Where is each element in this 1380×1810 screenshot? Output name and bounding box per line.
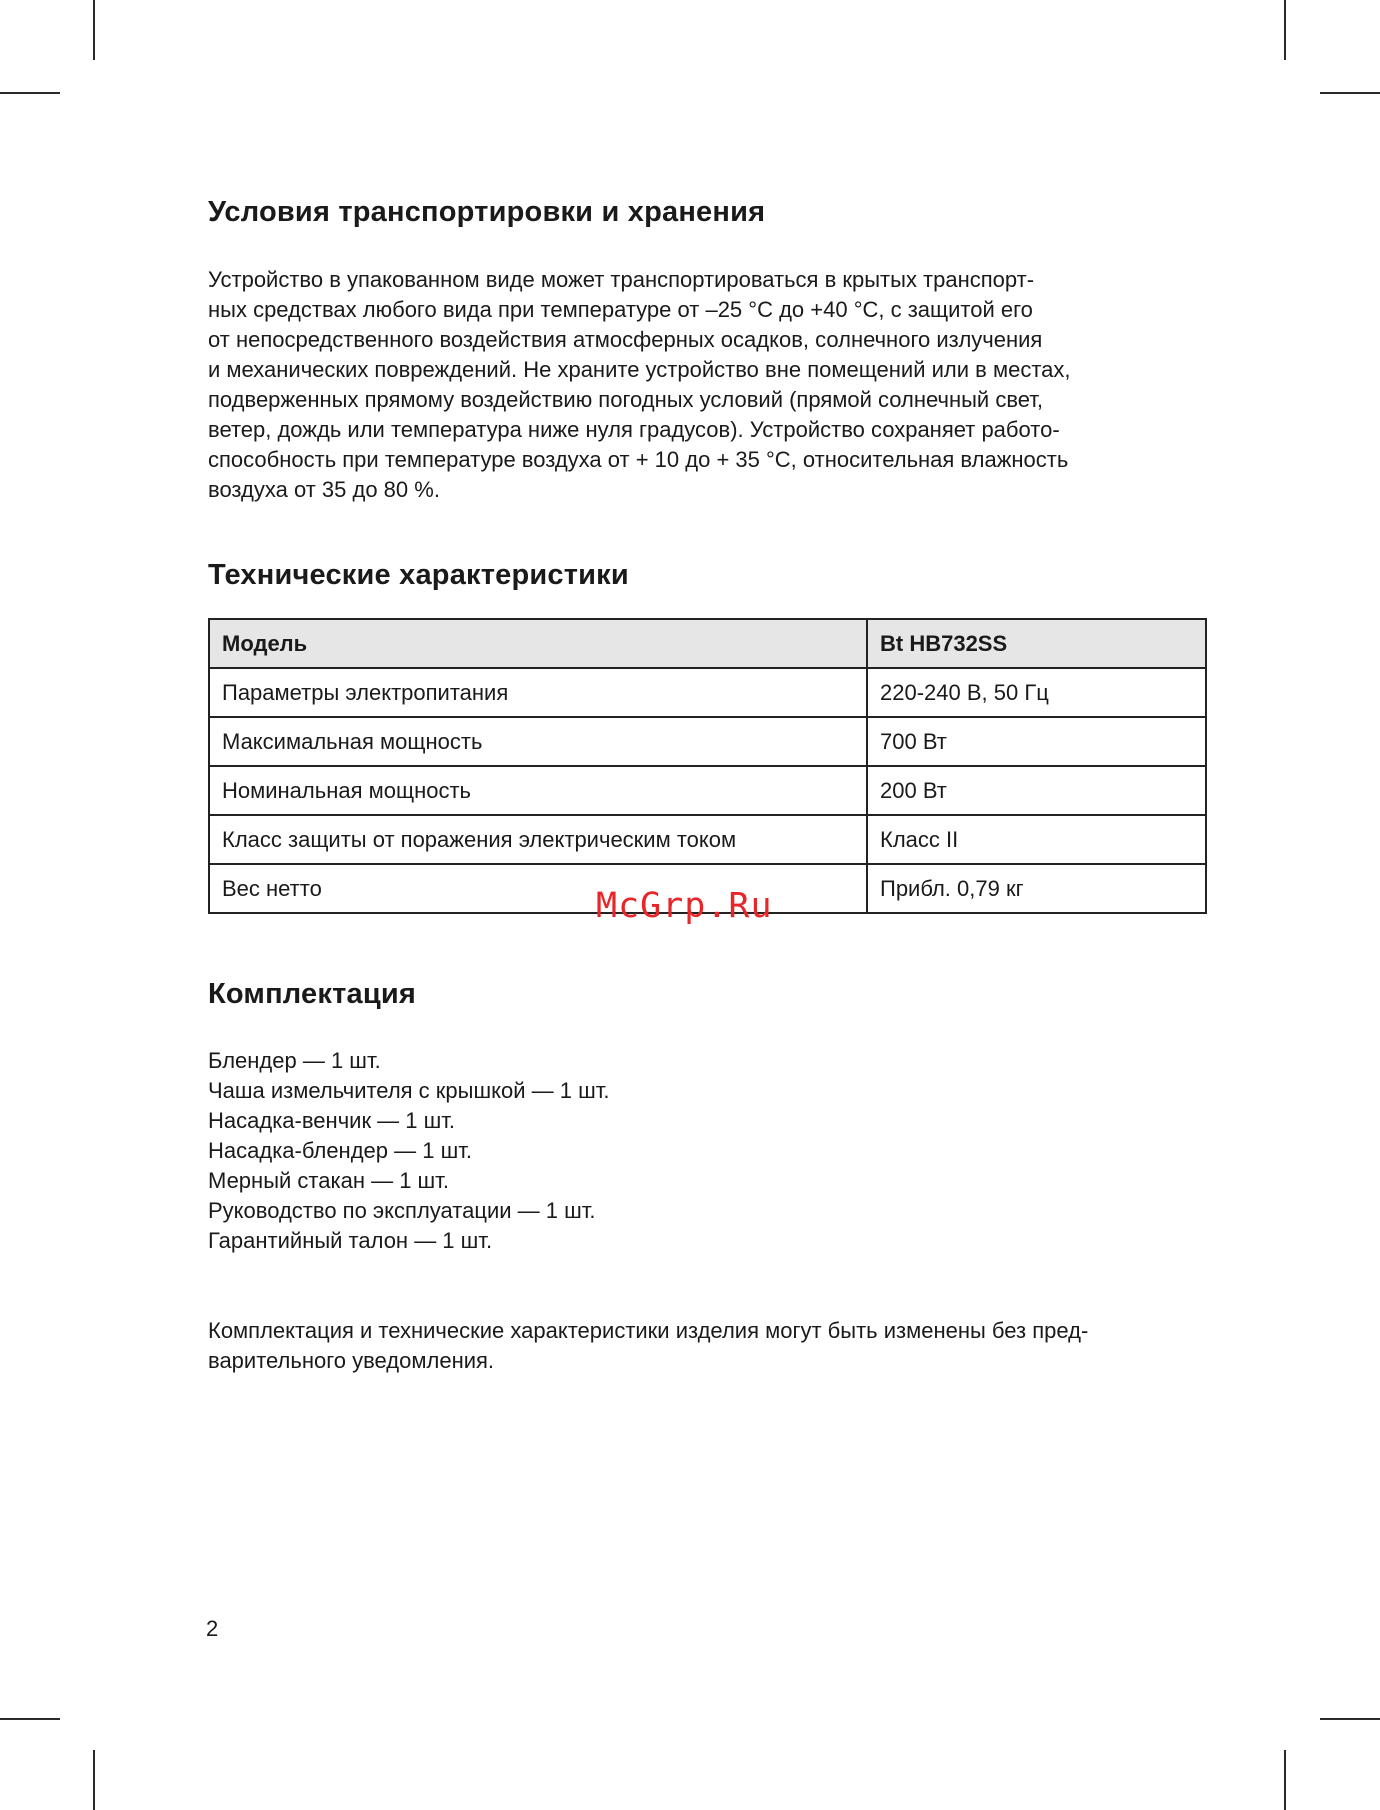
table-row xyxy=(209,717,1206,766)
paragraph-line: от непосредственного воздействия атмосферных осадков, солнечного излучения xyxy=(208,327,1043,352)
specs-heading: Технические характеристики xyxy=(208,559,629,591)
disclaimer-note xyxy=(208,1316,1088,1376)
table-row xyxy=(209,766,1206,815)
list-item: Руководство по эксплуатации — 1 шт. xyxy=(208,1198,596,1223)
paragraph-line: подверженных прямому воздействию погодных условий (прямой солнечный свет, xyxy=(208,387,1044,412)
transport-heading: Условия транспортировки и хранения xyxy=(208,196,766,228)
list-item: Блендер — 1 шт. xyxy=(208,1048,381,1073)
spec-label: Максимальная мощность xyxy=(209,717,867,766)
crop-mark-top-left-horizontal xyxy=(0,92,60,94)
paragraph-line: варительного уведомления. xyxy=(208,1348,495,1373)
spec-value: 220-240 В, 50 Гц xyxy=(867,668,1206,717)
crop-mark-top-left-vertical xyxy=(93,0,95,60)
crop-mark-bottom-left-horizontal xyxy=(0,1718,60,1720)
spec-label: Параметры электропитания xyxy=(209,668,867,717)
crop-mark-bottom-right-horizontal xyxy=(1320,1718,1380,1720)
list-item: Мерный стакан — 1 шт. xyxy=(208,1168,449,1193)
kit-list xyxy=(208,1046,609,1256)
crop-mark-top-right-vertical xyxy=(1284,0,1286,60)
crop-mark-bottom-left-vertical xyxy=(93,1750,95,1810)
specs-header-row xyxy=(209,619,1206,668)
list-item: Чаша измельчителя с крышкой — 1 шт. xyxy=(208,1078,610,1103)
specs-table xyxy=(208,618,1207,914)
paragraph-line: воздуха от 35 до 80 %. xyxy=(208,477,440,502)
spec-label: Вес нетто xyxy=(209,864,867,913)
list-item: Насадка-венчик — 1 шт. xyxy=(208,1108,456,1133)
paragraph-line: ных средствах любого вида при температуре от –25 °С до +40 °С, с защитой его xyxy=(208,297,1033,322)
spec-value: 700 Вт xyxy=(867,717,1206,766)
watermark: McGrp.Ru xyxy=(596,886,773,926)
transport-paragraph xyxy=(208,265,1071,505)
specs-header-label: Модель xyxy=(209,619,867,668)
table-row xyxy=(209,668,1206,717)
specs-header-value: Bt HB732SS xyxy=(867,619,1206,668)
list-item: Насадка-блендер — 1 шт. xyxy=(208,1138,472,1163)
crop-mark-bottom-right-vertical xyxy=(1284,1750,1286,1810)
list-item: Гарантийный талон — 1 шт. xyxy=(208,1228,493,1253)
kit-heading: Комплектация xyxy=(208,978,416,1010)
paragraph-line: и механических повреждений. Не храните устройство вне помещений или в местах, xyxy=(208,357,1071,382)
paragraph-line: способность при температуре воздуха от + 10 до + 35 °С, относительная влажность xyxy=(208,447,1069,472)
spec-value: Прибл. 0,79 кг xyxy=(867,864,1206,913)
table-row xyxy=(209,815,1206,864)
paragraph-line: Комплектация и технические характеристики изделия могут быть изменены без пред- xyxy=(208,1318,1089,1343)
spec-value: Класс II xyxy=(867,815,1206,864)
crop-mark-top-right-horizontal xyxy=(1320,92,1380,94)
spec-label: Номинальная мощность xyxy=(209,766,867,815)
page-number: 2 xyxy=(206,1616,219,1641)
spec-value: 200 Вт xyxy=(867,766,1206,815)
spec-label: Класс защиты от поражения электрическим током xyxy=(209,815,867,864)
paragraph-line: ветер, дождь или температура ниже нуля градусов). Устройство сохраняет работо- xyxy=(208,417,1060,442)
paragraph-line: Устройство в упакованном виде может транспортироваться в крытых транспорт- xyxy=(208,267,1035,292)
